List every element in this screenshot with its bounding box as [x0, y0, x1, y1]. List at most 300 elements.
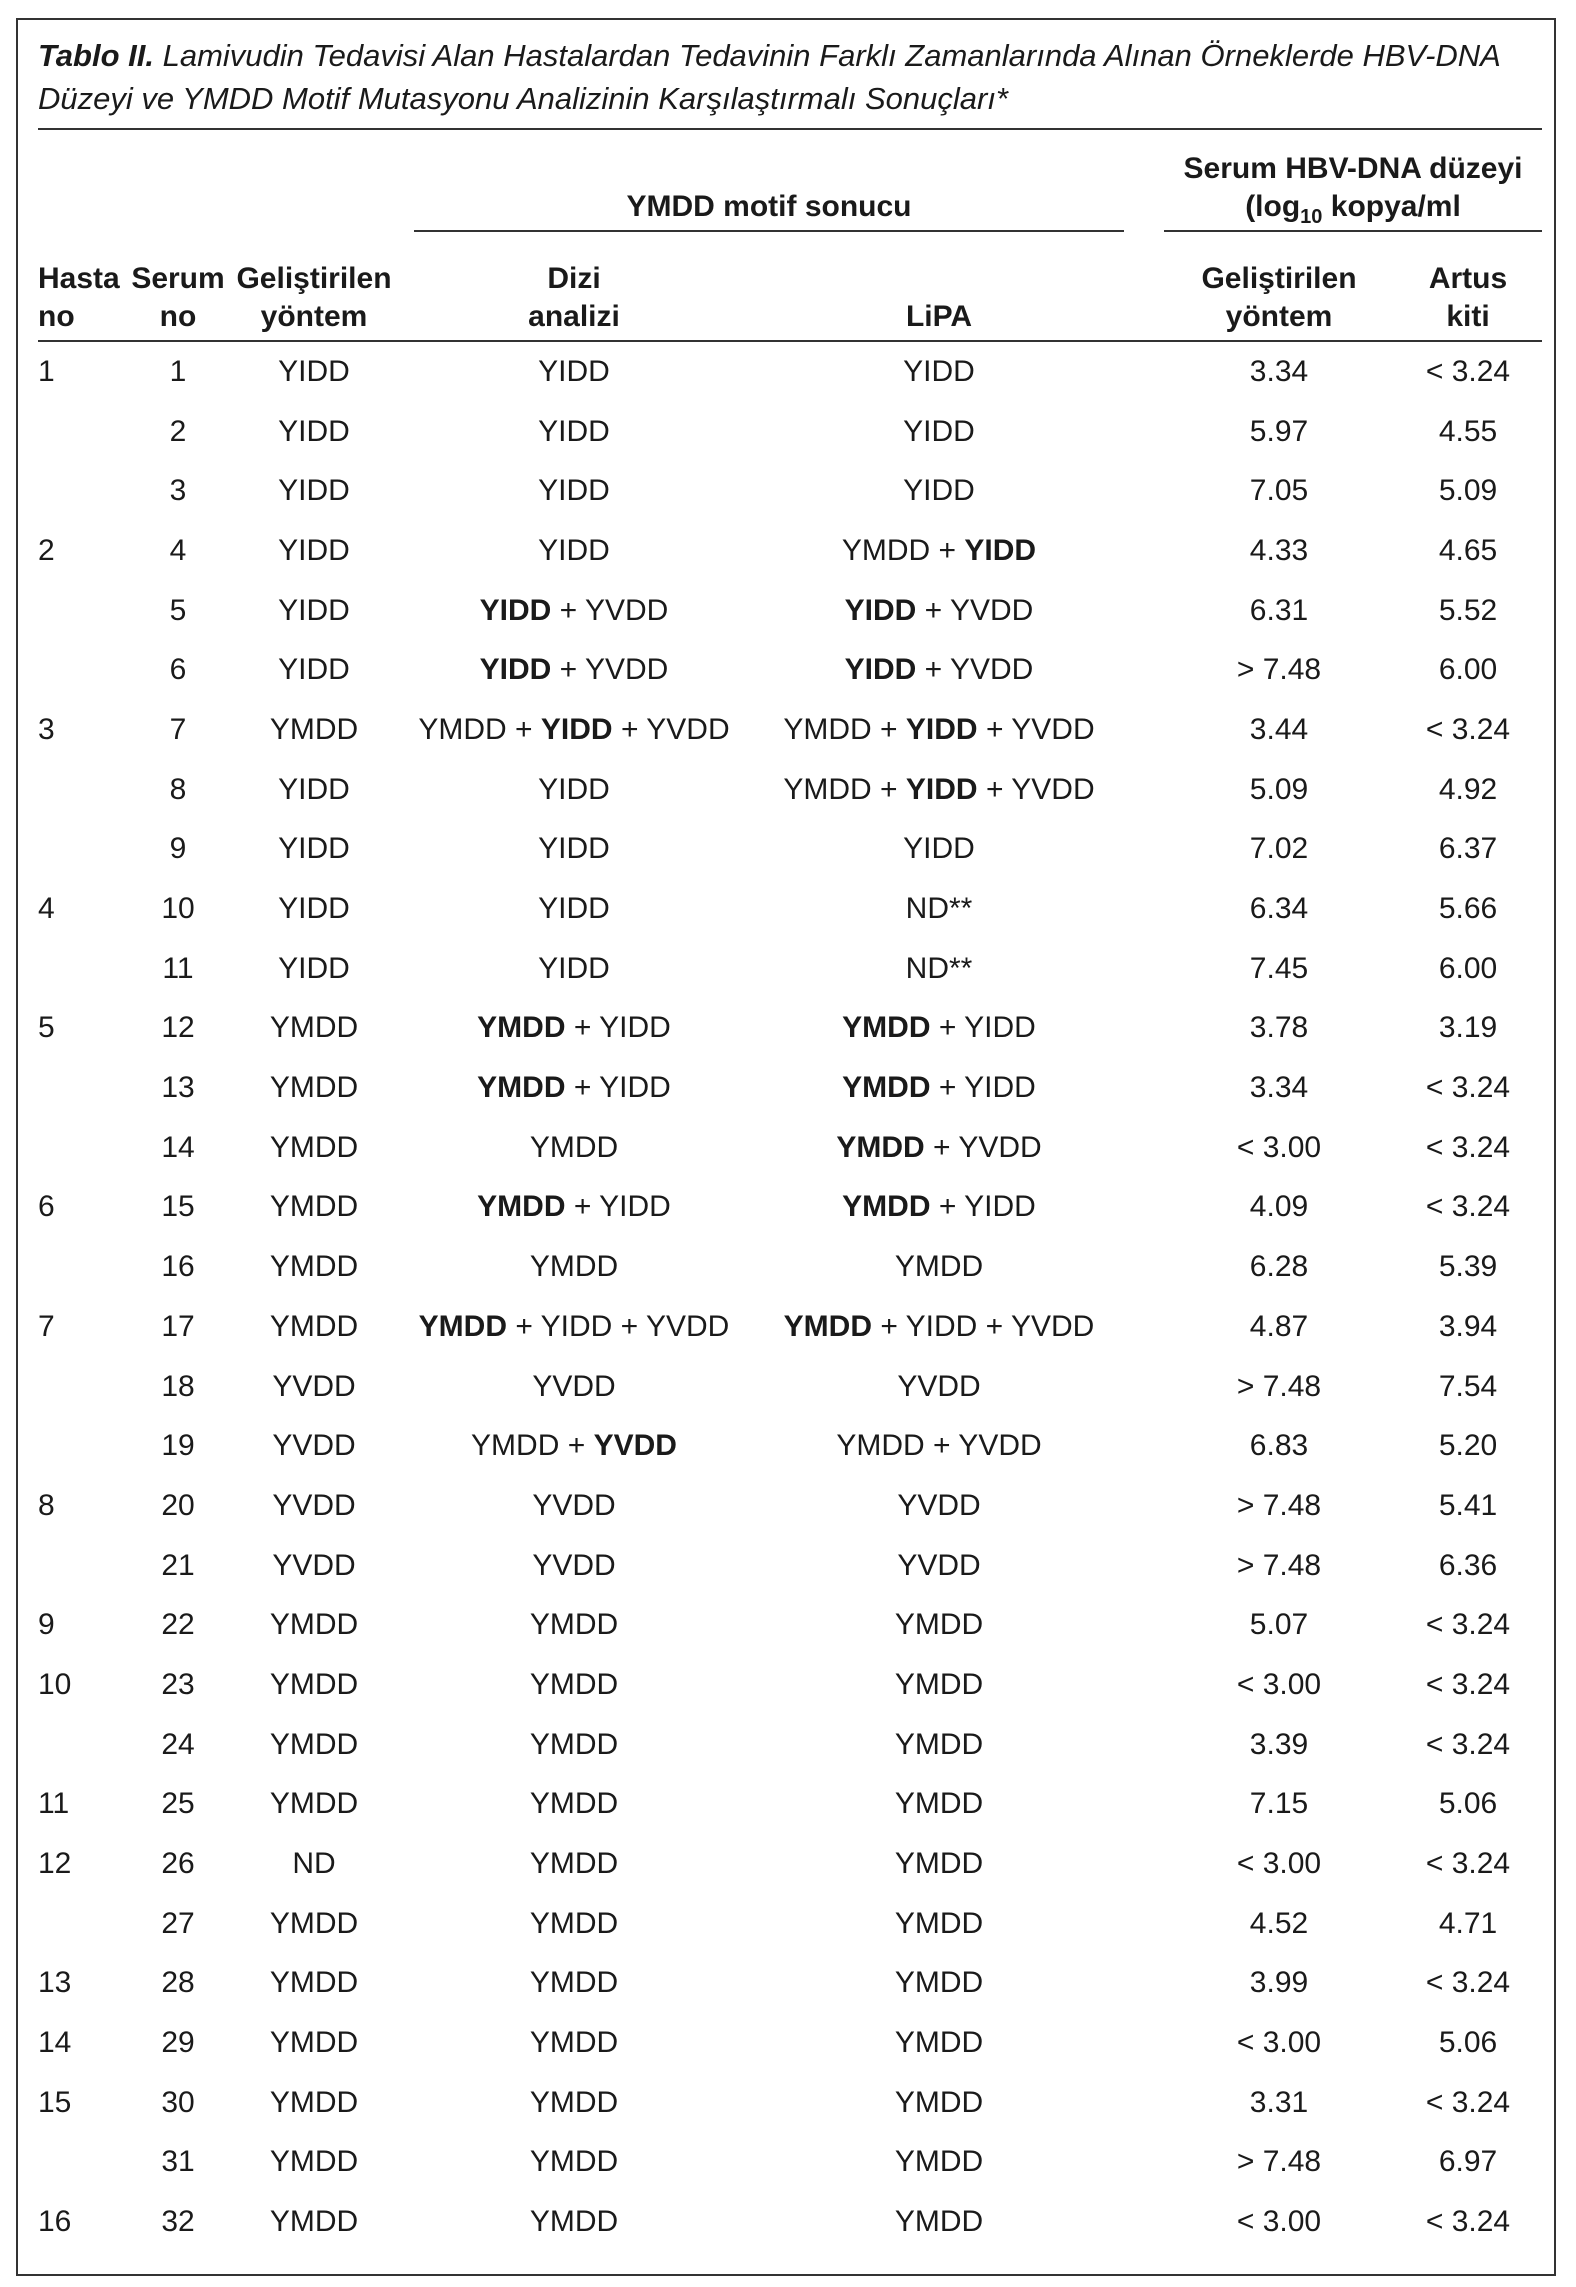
table-row — [38, 581, 1542, 641]
cell-segment: YMDD + — [783, 772, 906, 806]
header-dna-pre: (log — [1245, 190, 1301, 223]
cell-dna-gel: < 3.00 — [1236, 2026, 1322, 2060]
header-dna-sub: 10 — [1300, 206, 1323, 228]
cell-segment: YIDD — [479, 653, 552, 687]
cell-serum: 1 — [169, 354, 187, 388]
cell-gel: YIDD — [278, 354, 350, 388]
cell-serum: 11 — [162, 951, 194, 985]
cell-gel: YMDD — [269, 2026, 359, 2060]
cell-segment: YMDD + — [418, 712, 541, 746]
cell-lipa: YVDD — [897, 1369, 981, 1403]
cell-lipa: YMDD — [894, 1667, 984, 1701]
cell-segment: + YVDD — [551, 593, 669, 627]
cell-segment: YIDD — [540, 712, 613, 746]
cell-serum: 8 — [169, 772, 187, 806]
cell-lipa: YIDD — [903, 832, 975, 866]
cell-gel: YMDD — [269, 1787, 359, 1821]
cell-dna-gel: 5.09 — [1249, 772, 1309, 806]
cell-dna-gel: > 7.48 — [1236, 1488, 1322, 1522]
header-lipa: LiPA — [754, 231, 1124, 341]
cell-dizi: YIDD — [538, 354, 610, 388]
cell-serum: 30 — [161, 2085, 195, 2119]
cell-lipa: YMDD — [894, 2085, 984, 2119]
cell-gel: YMDD — [269, 712, 359, 746]
cell-hasta: 4 — [38, 892, 55, 926]
cell-segment: YIDD — [905, 772, 978, 806]
cell-artus: 7.54 — [1438, 1369, 1498, 1403]
header-artus-kiti: Artus kiti — [1394, 231, 1542, 341]
cell-dna-gel: 4.52 — [1249, 1906, 1309, 1940]
cell-artus: 5.06 — [1438, 1787, 1498, 1821]
cell-artus: < 3.24 — [1425, 1966, 1511, 2000]
cell-dizi: YIDD — [538, 533, 610, 567]
cell-artus: 5.39 — [1438, 1250, 1498, 1284]
cell-artus: 5.06 — [1438, 2026, 1498, 2060]
cell-dna-gel: 3.44 — [1249, 712, 1309, 746]
cell-serum: 26 — [161, 1847, 195, 1881]
table-row — [38, 2073, 1542, 2133]
table-row — [38, 1476, 1542, 1536]
cell-dizi: YMDD — [529, 1966, 619, 2000]
cell-dna-gel: 4.09 — [1249, 1190, 1309, 1224]
cell-gel: YVDD — [272, 1429, 356, 1463]
cell-artus: 5.20 — [1438, 1429, 1498, 1463]
cell-serum: 28 — [161, 1966, 195, 2000]
cell-lipa — [754, 700, 1124, 760]
cell-dna-gel: 3.39 — [1249, 1727, 1309, 1761]
cell-gel: YVDD — [272, 1548, 356, 1582]
cell-dna-gel: 4.87 — [1249, 1309, 1309, 1343]
caption-text-line2: Düzeyi ve YMDD Motif Mutasyonu Analizinin Karşılaştırmalı Sonuçları* — [38, 81, 1008, 116]
table-row — [38, 341, 1542, 402]
cell-gel: YMDD — [269, 1071, 359, 1105]
cell-segment: YIDD — [844, 593, 917, 627]
cell-hasta: 11 — [38, 1787, 70, 1821]
table-row — [38, 2013, 1542, 2073]
cell-segment: YMDD — [842, 1190, 931, 1224]
cell-hasta — [38, 1894, 122, 1954]
cell-segment: YIDD — [964, 533, 1037, 567]
cell-segment: YMDD — [842, 1011, 931, 1045]
cell-dizi — [414, 1416, 734, 1476]
cell-segment: YMDD + — [783, 712, 906, 746]
cell-lipa — [754, 521, 1124, 581]
cell-serum: 15 — [161, 1190, 195, 1224]
cell-serum: 32 — [161, 2205, 195, 2239]
cell-hasta: 2 — [38, 533, 55, 567]
cell-lipa: YMDD — [894, 1787, 984, 1821]
cell-gel: YMDD — [269, 1309, 359, 1343]
cell-lipa: YMDD — [894, 1608, 984, 1642]
table-row — [38, 700, 1542, 760]
cell-artus: < 3.24 — [1425, 2085, 1511, 2119]
cell-lipa: YMDD — [894, 2026, 984, 2060]
cell-gel: YIDD — [278, 832, 350, 866]
cell-segment: YMDD — [836, 1130, 925, 1164]
cell-artus: 5.66 — [1438, 892, 1498, 926]
cell-artus: < 3.24 — [1425, 1071, 1511, 1105]
cell-artus: < 3.24 — [1425, 2205, 1511, 2239]
results-table — [38, 128, 1542, 2252]
cell-artus: 3.19 — [1438, 1011, 1498, 1045]
cell-hasta — [38, 640, 122, 700]
cell-dizi — [414, 700, 734, 760]
table-row — [38, 1595, 1542, 1655]
cell-gel: YMDD — [269, 1190, 359, 1224]
cell-gel: YIDD — [278, 533, 350, 567]
cell-lipa — [754, 640, 1124, 700]
cell-dizi: YMDD — [529, 1667, 619, 1701]
table-row — [38, 760, 1542, 820]
cell-dizi — [414, 581, 734, 641]
cell-serum: 23 — [161, 1667, 195, 1701]
cell-gel: YMDD — [269, 1608, 359, 1642]
cell-serum: 6 — [169, 653, 187, 687]
header-dna-line1: Serum HBV-DNA düzeyi — [1183, 152, 1523, 185]
caption-text-line1: Lamivudin Tedavisi Alan Hastalardan Tedavinin Farklı Zamanlarında Alınan Örneklerde HBV-DNA — [162, 38, 1501, 73]
cell-artus: < 3.24 — [1425, 1727, 1511, 1761]
cell-gel: YMDD — [269, 1966, 359, 2000]
header-serum-no: Serum no — [122, 231, 234, 341]
cell-artus: 6.00 — [1438, 653, 1498, 687]
cell-hasta: 10 — [38, 1667, 72, 1701]
cell-dizi: YMDD — [529, 2026, 619, 2060]
cell-hasta — [38, 581, 122, 641]
table-row — [38, 1178, 1542, 1238]
cell-serum: 12 — [161, 1011, 195, 1045]
cell-segment: + YIDD — [565, 1011, 671, 1045]
cell-hasta: 7 — [38, 1309, 55, 1343]
cell-dizi: YMDD — [529, 2085, 619, 2119]
cell-hasta — [38, 820, 122, 880]
cell-segment: + YVDD — [924, 1130, 1042, 1164]
cell-hasta: 6 — [38, 1190, 55, 1224]
cell-dna-gel: > 7.48 — [1236, 1369, 1322, 1403]
table-row — [38, 1536, 1542, 1596]
header-dizi-analizi: Dizi analizi — [414, 231, 734, 341]
cell-gel: YVDD — [272, 1488, 356, 1522]
cell-hasta — [38, 1536, 122, 1596]
cell-serum: 17 — [161, 1309, 195, 1343]
cell-hasta — [38, 760, 122, 820]
cell-hasta — [38, 1416, 122, 1476]
cell-hasta — [38, 1715, 122, 1775]
cell-artus: 4.92 — [1438, 772, 1498, 806]
header-gelistirilen-yontem: Geliştirilen yöntem — [234, 231, 394, 341]
cell-segment: YMDD — [842, 1071, 931, 1105]
cell-serum: 10 — [161, 892, 195, 926]
cell-segment: YIDD — [479, 593, 552, 627]
cell-lipa — [754, 1297, 1124, 1357]
cell-dna-gel: 7.15 — [1249, 1787, 1309, 1821]
table-row — [38, 820, 1542, 880]
cell-artus: < 3.24 — [1425, 1190, 1511, 1224]
table-row — [38, 939, 1542, 999]
cell-serum: 25 — [161, 1787, 195, 1821]
header-dna-post: kopya/ml — [1322, 190, 1461, 223]
cell-hasta: 15 — [38, 2085, 72, 2119]
header-group-dna — [1164, 129, 1542, 231]
cell-segment: + YVDD — [977, 772, 1095, 806]
cell-dna-gel: < 3.00 — [1236, 1130, 1322, 1164]
cell-hasta — [38, 1118, 122, 1178]
cell-dna-gel: > 7.48 — [1236, 2145, 1322, 2179]
cell-artus: 5.41 — [1438, 1488, 1498, 1522]
cell-hasta — [38, 461, 122, 521]
cell-dna-gel: 6.28 — [1249, 1250, 1309, 1284]
cell-artus: < 3.24 — [1425, 1130, 1511, 1164]
cell-gel: YMDD — [269, 1727, 359, 1761]
cell-segment: + YIDD + YVDD — [507, 1309, 730, 1343]
cell-segment: YMDD + — [471, 1429, 594, 1463]
cell-dna-gel: 7.05 — [1249, 474, 1309, 508]
cell-serum: 16 — [161, 1250, 195, 1284]
cell-artus: < 3.24 — [1425, 1847, 1511, 1881]
cell-gel: YIDD — [278, 474, 350, 508]
cell-segment: + YIDD + YVDD — [872, 1309, 1095, 1343]
cell-dizi: YIDD — [538, 414, 610, 448]
cell-dna-gel: 3.78 — [1249, 1011, 1309, 1045]
cell-hasta: 5 — [38, 1011, 55, 1045]
cell-artus: 4.55 — [1438, 414, 1498, 448]
table-row — [38, 1655, 1542, 1715]
cell-lipa: YMDD — [894, 1847, 984, 1881]
table-row — [38, 2133, 1542, 2193]
cell-lipa: YIDD — [903, 474, 975, 508]
cell-gel: ND — [292, 1847, 336, 1881]
cell-dizi: YVDD — [532, 1548, 616, 1582]
cell-serum: 31 — [161, 2145, 195, 2179]
table-row — [38, 521, 1542, 581]
table-row — [38, 1954, 1542, 2014]
cell-hasta — [38, 1058, 122, 1118]
cell-artus: < 3.24 — [1425, 354, 1511, 388]
cell-gel: YIDD — [278, 772, 350, 806]
cell-artus: 6.97 — [1438, 2145, 1498, 2179]
cell-dna-gel: 5.97 — [1249, 414, 1309, 448]
table-row — [38, 1058, 1542, 1118]
cell-segment: + YVDD — [916, 593, 1034, 627]
cell-lipa: YVDD — [897, 1488, 981, 1522]
table-row — [38, 2192, 1542, 2252]
cell-gel: YVDD — [272, 1369, 356, 1403]
cell-dna-gel: > 7.48 — [1236, 653, 1322, 687]
table-row — [38, 1775, 1542, 1835]
cell-segment: + YIDD — [930, 1190, 1036, 1224]
cell-dizi: YMDD — [529, 2145, 619, 2179]
cell-dna-gel: 6.83 — [1249, 1429, 1309, 1463]
table-row — [38, 879, 1542, 939]
cell-artus: < 3.24 — [1425, 1608, 1511, 1642]
cell-hasta: 3 — [38, 712, 55, 746]
cell-segment: YVDD — [593, 1429, 677, 1463]
cell-lipa — [754, 1118, 1124, 1178]
cell-lipa — [754, 1058, 1124, 1118]
cell-gel: YMDD — [269, 1130, 359, 1164]
cell-serum: 20 — [161, 1488, 195, 1522]
cell-dizi: YMDD — [529, 1130, 619, 1164]
cell-lipa: YIDD — [903, 414, 975, 448]
cell-hasta: 14 — [38, 2026, 72, 2060]
cell-dna-gel: 3.99 — [1249, 1966, 1309, 2000]
cell-dizi: YVDD — [532, 1369, 616, 1403]
cell-gel: YMDD — [269, 1250, 359, 1284]
cell-dizi: YVDD — [532, 1488, 616, 1522]
cell-dna-gel: 4.33 — [1249, 533, 1309, 567]
cell-artus: 6.36 — [1438, 1548, 1498, 1582]
cell-serum: 3 — [169, 474, 187, 508]
table-row — [38, 1416, 1542, 1476]
cell-serum: 21 — [161, 1548, 195, 1582]
cell-dna-gel: 3.34 — [1249, 1071, 1309, 1105]
cell-hasta: 13 — [38, 1966, 72, 2000]
cell-dizi — [414, 640, 734, 700]
cell-hasta — [38, 1357, 122, 1417]
table-row — [38, 640, 1542, 700]
cell-artus: 5.52 — [1438, 593, 1498, 627]
cell-hasta — [38, 939, 122, 999]
cell-serum: 18 — [161, 1369, 195, 1403]
table-row — [38, 1894, 1542, 1954]
cell-artus: 6.37 — [1438, 832, 1498, 866]
cell-segment: YIDD — [844, 653, 917, 687]
cell-artus: 3.94 — [1438, 1309, 1498, 1343]
cell-dna-gel: 3.34 — [1249, 354, 1309, 388]
cell-dizi: YMDD — [529, 1250, 619, 1284]
cell-serum: 27 — [161, 1906, 195, 1940]
cell-segment: YIDD — [905, 712, 978, 746]
table-caption — [38, 34, 1538, 120]
cell-dizi — [414, 999, 734, 1059]
cell-hasta: 9 — [38, 1608, 55, 1642]
cell-segment: + YIDD — [930, 1011, 1036, 1045]
cell-dizi — [414, 1297, 734, 1357]
table-row — [38, 1834, 1542, 1894]
cell-gel: YIDD — [278, 414, 350, 448]
cell-segment: + YVDD — [916, 653, 1034, 687]
cell-lipa — [754, 760, 1124, 820]
cell-dizi: YMDD — [529, 2205, 619, 2239]
cell-lipa: YMDD — [894, 1906, 984, 1940]
cell-dizi: YIDD — [538, 892, 610, 926]
cell-serum: 19 — [161, 1429, 195, 1463]
cell-gel: YMDD — [269, 1011, 359, 1045]
cell-dna-gel: 7.02 — [1249, 832, 1309, 866]
cell-segment: YMDD — [477, 1071, 566, 1105]
cell-gel: YIDD — [278, 593, 350, 627]
cell-gel: YMDD — [269, 1667, 359, 1701]
table-row — [38, 402, 1542, 462]
cell-dna-gel: > 7.48 — [1236, 1548, 1322, 1582]
cell-dna-gel: 6.34 — [1249, 892, 1309, 926]
cell-lipa: YMDD + YVDD — [836, 1429, 1042, 1463]
cell-hasta: 8 — [38, 1488, 55, 1522]
cell-dna-gel: 5.07 — [1249, 1608, 1309, 1642]
cell-lipa: YMDD — [894, 1966, 984, 2000]
cell-serum: 22 — [161, 1608, 195, 1642]
cell-dizi: YMDD — [529, 1787, 619, 1821]
cell-segment: + YIDD — [565, 1071, 671, 1105]
cell-artus: 6.00 — [1438, 951, 1498, 985]
cell-lipa: ND** — [905, 892, 973, 926]
results-body — [38, 341, 1542, 2252]
cell-gel: YMDD — [269, 2145, 359, 2179]
cell-lipa: YMDD — [894, 1727, 984, 1761]
cell-segment: YMDD — [841, 533, 931, 567]
cell-lipa: YVDD — [897, 1548, 981, 1582]
cell-dna-gel: < 3.00 — [1236, 2205, 1322, 2239]
cell-hasta — [38, 402, 122, 462]
cell-dizi: YIDD — [538, 832, 610, 866]
table-row — [38, 461, 1542, 521]
cell-segment: YMDD — [418, 1309, 507, 1343]
cell-lipa: YMDD — [894, 1250, 984, 1284]
cell-gel: YIDD — [278, 892, 350, 926]
cell-segment: + YVDD — [551, 653, 669, 687]
cell-serum: 7 — [169, 712, 187, 746]
cell-hasta — [38, 2133, 122, 2193]
cell-dna-gel: 3.31 — [1249, 2085, 1309, 2119]
cell-dizi: YIDD — [538, 474, 610, 508]
cell-hasta: 12 — [38, 1847, 72, 1881]
cell-lipa — [754, 1178, 1124, 1238]
cell-lipa: YMDD — [894, 2145, 984, 2179]
cell-dizi: YIDD — [538, 772, 610, 806]
cell-artus: 4.71 — [1438, 1906, 1498, 1940]
cell-serum: 4 — [169, 533, 187, 567]
cell-dizi: YMDD — [529, 1906, 619, 1940]
cell-serum: 29 — [161, 2026, 195, 2060]
cell-dna-gel: < 3.00 — [1236, 1667, 1322, 1701]
header-group-motif: YMDD motif sonucu — [414, 129, 1124, 231]
cell-dizi: YMDD — [529, 1608, 619, 1642]
cell-gel: YMDD — [269, 1906, 359, 1940]
cell-artus: 5.09 — [1438, 474, 1498, 508]
caption-label: Tablo II. — [38, 38, 154, 73]
cell-lipa: YMDD — [894, 2205, 984, 2239]
cell-serum: 14 — [161, 1130, 195, 1164]
cell-serum: 5 — [169, 593, 187, 627]
cell-dna-gel: 7.45 — [1249, 951, 1309, 985]
cell-segment: + YIDD — [930, 1071, 1036, 1105]
table-row — [38, 1297, 1542, 1357]
cell-dna-gel: < 3.00 — [1236, 1847, 1322, 1881]
cell-dizi — [414, 1058, 734, 1118]
cell-segment: YMDD — [477, 1190, 566, 1224]
cell-gel: YIDD — [278, 653, 350, 687]
cell-segment: YMDD — [783, 1309, 872, 1343]
cell-gel: YMDD — [269, 2205, 359, 2239]
cell-artus: < 3.24 — [1425, 712, 1511, 746]
cell-lipa: ND** — [905, 951, 973, 985]
cell-lipa — [754, 999, 1124, 1059]
cell-artus: 4.65 — [1438, 533, 1498, 567]
cell-lipa — [754, 581, 1124, 641]
table-row — [38, 1357, 1542, 1417]
cell-lipa: YIDD — [903, 354, 975, 388]
cell-dizi: YMDD — [529, 1727, 619, 1761]
table-row — [38, 1715, 1542, 1775]
cell-serum: 13 — [161, 1071, 195, 1105]
cell-dizi: YIDD — [538, 951, 610, 985]
cell-segment: + — [930, 533, 965, 567]
header-dna-gelistirilen-yontem: Geliştirilen yöntem — [1164, 231, 1394, 341]
cell-hasta: 1 — [38, 354, 55, 388]
cell-serum: 24 — [161, 1727, 195, 1761]
cell-segment: + YIDD — [565, 1190, 671, 1224]
cell-gel: YIDD — [278, 951, 350, 985]
cell-dizi: YMDD — [529, 1847, 619, 1881]
